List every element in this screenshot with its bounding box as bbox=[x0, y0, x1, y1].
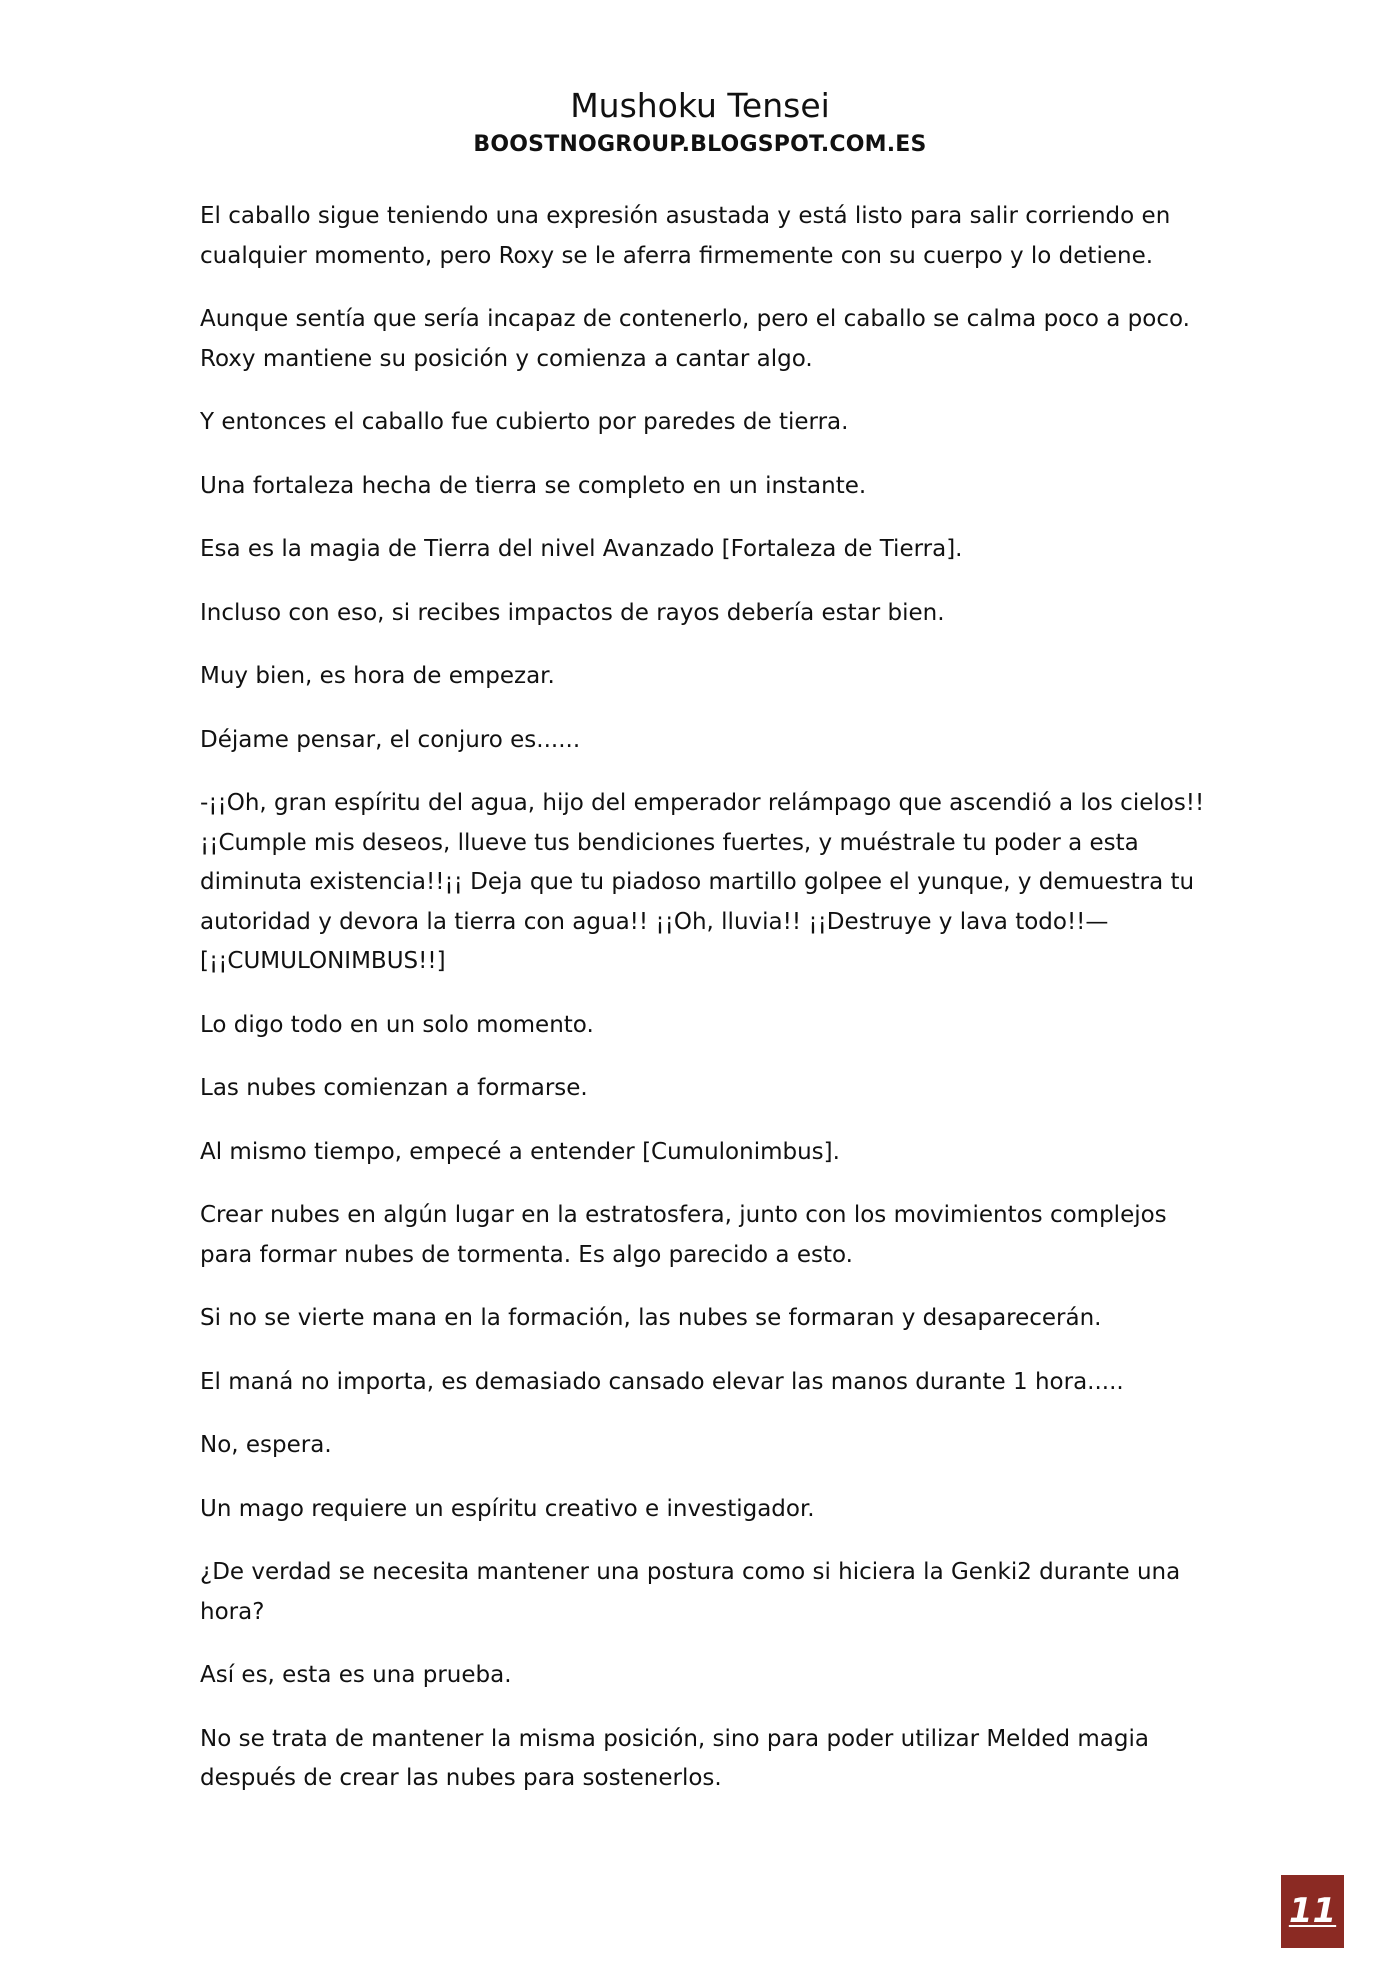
paragraph: Si no se vierte mana en la formación, las nubes se formaran y desaparecerán. bbox=[200, 1305, 1102, 1331]
paragraph: Las nubes comienzan a formarse. bbox=[200, 1075, 588, 1101]
paragraph: Una fortaleza hecha de tierra se completo en un instante. bbox=[200, 472, 867, 499]
page-number-badge bbox=[1281, 1875, 1344, 1948]
paragraph: No, espera. bbox=[200, 1432, 332, 1458]
book-title: Mushoku Tensei bbox=[570, 86, 830, 125]
paragraph: Incluso con eso, si recibes impactos de rayos debería estar bien. bbox=[200, 599, 945, 626]
paragraph: Muy bien, es hora de empezar. bbox=[200, 663, 555, 689]
page-number: 11 bbox=[1288, 1891, 1337, 1931]
paragraph: Déjame pensar, el conjuro es...... bbox=[200, 726, 581, 753]
paragraph: El caballo sigue teniendo una expresión asustada y está listo para salir corriendo en cualquier momento, pero Roxy se le aferra firmemente con su cuerpo y lo detiene. bbox=[200, 203, 1171, 269]
paragraph: Lo digo todo en un solo momento. bbox=[200, 1011, 594, 1038]
paragraph: Esa es la magia de Tierra del nivel Avanzado [Fortaleza de Tierra]. bbox=[200, 536, 963, 562]
paragraph: Un mago requiere un espíritu creativo e investigador. bbox=[200, 1495, 815, 1522]
body-text bbox=[200, 197, 1220, 1823]
page-header bbox=[0, 86, 1400, 160]
paragraph: ¿De verdad se necesita mantener una postura como si hiciera la Genki2 durante una hora? bbox=[200, 1559, 1181, 1625]
paragraph: Aunque sentía que sería incapaz de contenerlo, pero el caballo se calma poco a poco. Roxy mantiene su posición y comienza a cantar algo. bbox=[200, 306, 1190, 372]
paragraph: Al mismo tiempo, empecé a entender [Cumulonimbus]. bbox=[200, 1138, 840, 1165]
paragraph: Y entonces el caballo fue cubierto por paredes de tierra. bbox=[200, 409, 849, 435]
paragraph: Crear nubes en algún lugar en la estratosfera, junto con los movimientos complejos para formar nubes de tormenta. Es algo parecido a esto. bbox=[200, 1202, 1167, 1268]
paragraph: Así es, esta es una prueba. bbox=[200, 1662, 512, 1688]
paragraph: No se trata de mantener la misma posición, sino para poder utilizar Melded magia después de crear las nubes para sostenerlos. bbox=[200, 1725, 1149, 1791]
paragraph: -¡¡Oh, gran espíritu del agua, hijo del emperador relámpago que ascendió a los cielos!! ¡¡Cumple mis deseos, llueve tus bendiciones fuertes, y muéstrale tu poder a esta diminuta existencia!!¡¡ Deja que tu piadoso martillo golpee el yunque, y demuestra tu autoridad y devora la tierra con agua!! ¡¡Oh, lluvia!! ¡¡Destruye y lava todo!!— [¡¡CUMULONIMBUS!!] bbox=[200, 790, 1205, 974]
paragraph: El maná no importa, es demasiado cansado elevar las manos durante 1 hora..... bbox=[200, 1368, 1124, 1395]
site-url: BOOSTNOGROUP.BLOGSPOT.COM.ES bbox=[473, 132, 927, 157]
